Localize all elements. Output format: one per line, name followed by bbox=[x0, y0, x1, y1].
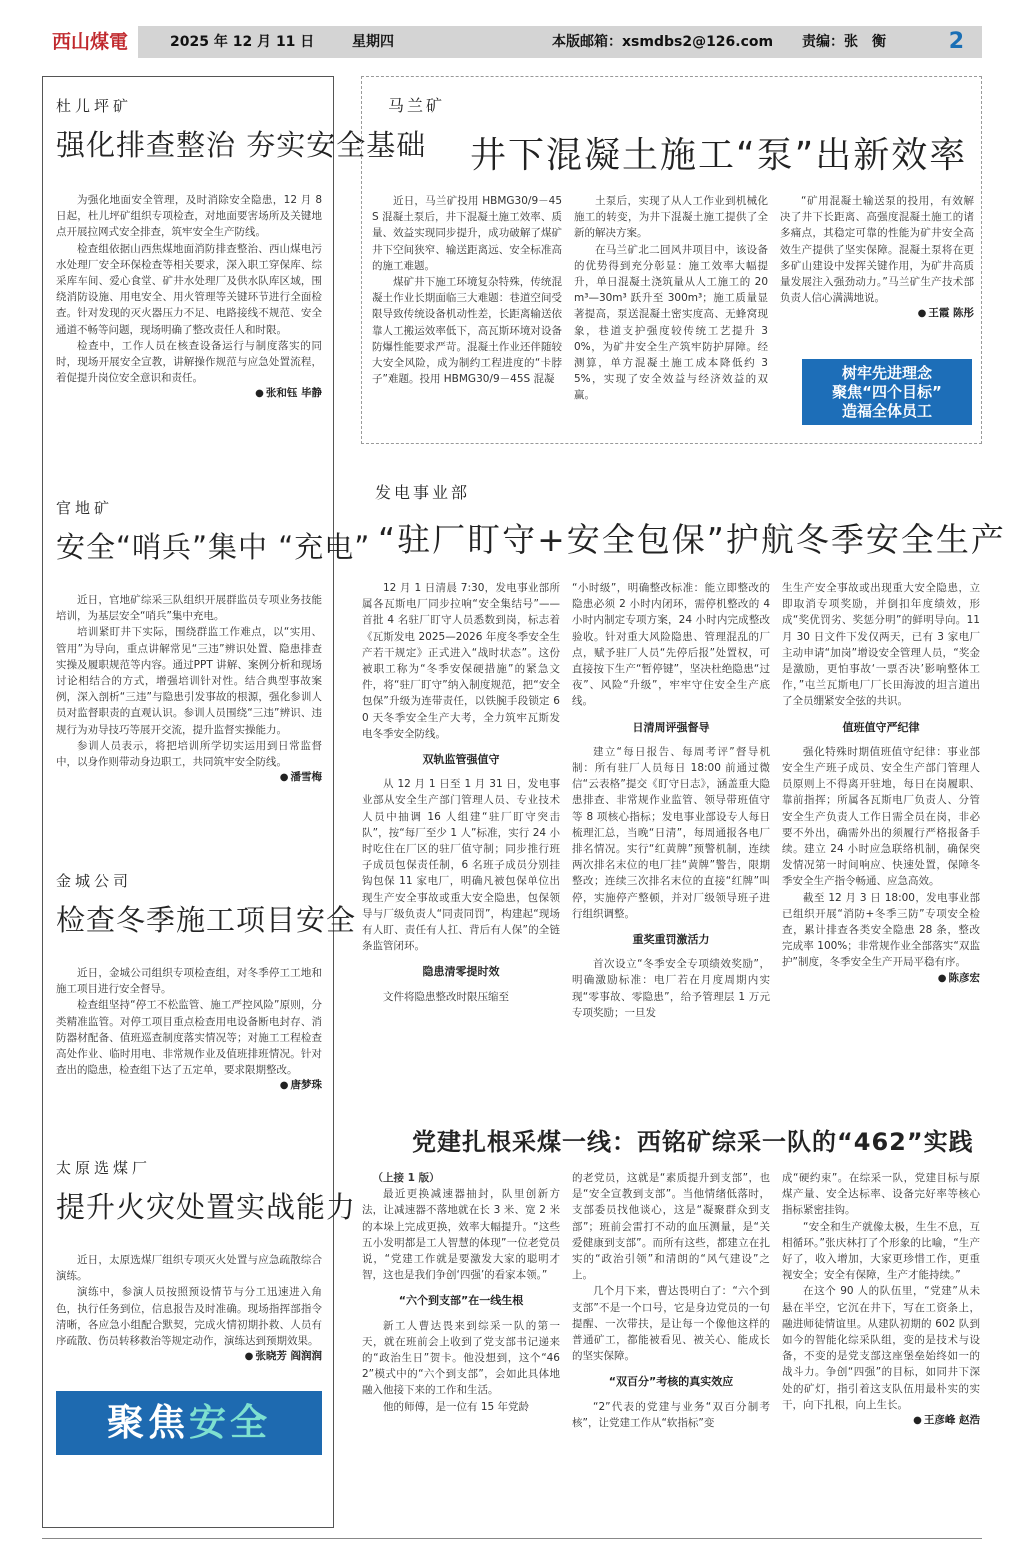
article-byline: ● 王彦峰 赵浩 bbox=[913, 1414, 980, 1427]
article-paragraph: 检查中，工作人员在核查设备运行与制度落实的同时，现场开展安全宣教，讲解操作规范与应急处置流程，着促提升岗位安全意识和责任。 bbox=[56, 339, 322, 385]
article-unit: 发电事业部 bbox=[375, 483, 471, 502]
article-paragraph: 近日，官地矿综采三队组织开展群监员专项业务技能培训，为基层安全“哨兵”集中充电。 bbox=[56, 594, 322, 623]
article-paragraph: 演练中，参演人员按照预设情节与分工迅速进入角色，执行任务到位，信息报告及时准确。现场指挥部指令清晰，各应急小组配合默契，完成火情初期扑救、人员有序疏散、伤员转移救治等规定动作，演练达到预期效果。 bbox=[56, 1286, 322, 1348]
article-paragraph: 参训人员表示，将把培训所学切实运用到日常监督中，以身作则带动身边职工，共同筑牢安全防线。 bbox=[56, 739, 322, 769]
article-unit: 官地矿 bbox=[56, 499, 114, 517]
article-taiyuan bbox=[43, 1157, 357, 1364]
article-title: “驻厂盯守+安全包保”护航冬季安全生产 bbox=[378, 520, 1006, 559]
article-column: “小时级”，明确整改标准：能立即整改的隐患必须 2 小时内闭环，需停机整改的 4 小时内制定专项方案，24 小时内完成整改验收。针对重大风险隐患、管理混乱的厂点，赋予驻厂人员“先停后报”处置权，可直接按下生产“暂停键”，坚决杜绝隐患“过夜”、风险“升级”，牢牢守住安全生产底线。 日清周评强督导 建立“每日报告、每周考评”督导机制：所有驻厂人员每日 18:00 前通过微信“云表格”提交《盯守日志》，涵盖重大隐患排查、非常规作业监管、领导带班值守等 8 项核心指标；发电事业部设专人每日梳理汇总，当晚“日清”，每周通报各电厂排名情况。实行“红黄牌”预警机制，连续两次排名末位的电厂挂“黄牌”警告，限期整改；连续三次排名末位的直接“红牌”叫停，实施停产整顿，并对厂级领导班子进行组织调整。 重奖重罚激活力 首次设立“冬季安全专项绩效奖励”，明确激励标准：电厂若在月度周期内实现“零事故、零隐患”，给予管理层 1 万元专项奖励；一旦发 bbox=[572, 582, 770, 1019]
newspaper-logo: 西山煤電 bbox=[42, 26, 138, 58]
article-byline: ● 陈彦宏 bbox=[937, 971, 980, 984]
article-paragraph: 培训紧盯井下实际，围绕群监工作难点，以“实用、管用”为导向，重点讲解常见“三违”辨识处置、隐患排查实操及履职规范等内容。通过PPT 讲解、案例分析和现场讨论相结合的方式，增强培训针对性。结合典型事故案例，深入剖析“三违”与隐患引发事故的根源，强化参训人员对监督职责的直观认识。参训人员围绕“三违”辨识、违规行为劝导技巧等展开交流，提升监督实操能力。 bbox=[56, 626, 322, 736]
article-column: 近日，马兰矿投用 HBMG30/9－45S 混凝土泵后，井下混凝土施工效率、质量、效益实现同步提升，成功破解了煤矿井下空间狭窄、输送距离远、安全标准高的施工难题。 煤矿井下施工环境复杂特殊，传统混凝土作业长期面临三大难题：巷道空间受限导致传统设备机动性差，长距离输送依靠人工搬运效率低下，高瓦斯环境对设备防爆性能要求严苛。混凝土作业还伴随较大安全风险，成为制约工程进度的“卡脖子”难题。投用 HBMG30/9－45S 混凝 bbox=[372, 195, 562, 386]
article-paragraph: 检查组坚持“停工不松监管、施工严控风险”原则，分类精准监管。对停工项目重点检查用电设备断电封存、消防器材配备、值班巡查制度落实情况等；对施工工程检查高处作业、临时用电、非常规作业及值班排班情况。针对查出的隐患，检查组下达了五定单，要求限期整改。 bbox=[56, 999, 322, 1077]
article-title: 井下混凝土施工“泵”出新效率 bbox=[470, 135, 968, 176]
article-byline: ● 潘雪梅 bbox=[279, 771, 322, 784]
issue-date: 2025 年 12 月 11 日 bbox=[170, 34, 315, 50]
page-email: 本版邮箱：xsmdbs2@126.com bbox=[552, 34, 774, 50]
article-title: 提升火灾处置实战能力 bbox=[56, 1190, 357, 1224]
article-unit: 杜儿坪矿 bbox=[56, 97, 133, 115]
article-title: 检查冬季施工项目安全 bbox=[56, 903, 357, 937]
article-column: “矿用混凝土输送泵的投用，有效解决了井下长距离、高强度混凝土施工的诸多痛点，其稳定可靠的性能为矿井安全高效生产提供了坚实保障。混凝土泵将在更多矿山建设中发挥关键作用，为矿井高质量发展注入强劲动力。”马兰矿生产技术部负责人信心满满地说。 ● 王霞 陈彤 bbox=[780, 195, 974, 320]
article-title: 强化排查整治 夯实安全基础 bbox=[56, 128, 427, 162]
article-byline: ● 王霞 陈彤 bbox=[917, 307, 974, 320]
article-column: 的老党员，这就是“素质提升到支部”，也是“安全宣教到支部”。当他情绪低落时，支部委员找他谈心，这是“凝聚群众到支部”；班前会雷打不动的血压测量，是“关爱健康到支部”。而所有这些，都建立在扎实的“政治引领”和清朗的“风气建设”之上。 几个月下来，曹达畏明白了：“六个到支部”不是一个口号，它是身边党员的一句提醒、一次带扶，是让每一个像他这样的普通矿工，都能被看见、被关心、能成长的坚实保障。 “双百分”考核的真实效应 “2”代表的党建与业务“双百分制考核”，让党建工作从“软指标”变 bbox=[572, 1172, 770, 1429]
page-number: 2 bbox=[948, 29, 964, 54]
masthead bbox=[42, 26, 982, 58]
page-editor: 责编：张 衡 bbox=[802, 34, 886, 50]
article-paragraph: 检查组依据山西焦煤地面消防排查整治、西山煤电污水处理厂安全环保检查等相关要求，深入职工穿保库、综采库车间、爱心食堂、矿井水处理厂及供水队库区域，围绕消防设施、用电安全、用火管理等关键环节进行全面检查。针对发现的灭火器压力不足、电路接线不规范、安全通道不畅等问题，现场明确了整改责任人和时限。 bbox=[56, 242, 322, 336]
article-paragraph: 近日，太原选煤厂组织专项灭火处置与应急疏散综合演练。 bbox=[56, 1254, 322, 1283]
slogan-badge: 树牢先进理念 聚焦“四个目标” 造福全体员工 bbox=[802, 359, 972, 425]
article-unit: 太原选煤厂 bbox=[56, 1159, 152, 1177]
bottom-rule bbox=[42, 1538, 982, 1539]
article-byline: ● 张晓芳 阎润润 bbox=[244, 1350, 322, 1363]
article-guandi bbox=[43, 497, 371, 785]
article-byline: ● 张和钰 毕静 bbox=[255, 387, 322, 400]
article-column: 土泵后，实现了从人工作业到机械化施工的转变，为井下混凝土施工提供了全新的解决方案。 在马兰矿北二回风井项目中，该设备的优势得到充分彰显：施工效率大幅提升，单日混凝土浇筑量从人工施工的 20m³—30m³ 跃升至 300m³；施工质量显著提高，泵送混凝土密实度高、无蜂窝现象，巷道支护强度较传统工艺提升 30%，为矿井安全生产筑牢防护屏障。经测算，单方混凝土施工成本降低约 35%，实现了安全效益与经济效益的双赢。 bbox=[574, 195, 768, 402]
article-column: （上接 1 版） 最近更换减速器抽封，队里创新方法，让减速器不落地就在长 3 米、宽 2 米的本垛上完成更换，效率大幅提升。“这些五小发明都是工人智慧的体现”一位老党员说，“党建工作就是要激发大家的聪明才智，这也是我们争创‘四强’的看家本领。” “六个到支部”在一线生根 新工人曹达畏来到综采一队的第一天，就在班前会上收到了党支部书记递来的“政治生日”贺卡。他没想到，这个“462”模式中的“六个到支部”，会如此具体地融入他接下来的工作和生活。 他的师傅，是一位有 15 年党龄 bbox=[362, 1172, 560, 1413]
article-byline: ● 唐梦珠 bbox=[279, 1079, 322, 1092]
article-paragraph: 近日，金城公司组织专项检查组，对冬季停工工地和施工项目进行安全督导。 bbox=[56, 967, 322, 996]
article-title: 党建扎根采煤一线：西铭矿综采一队的“462”实践 bbox=[412, 1128, 974, 1156]
article-unit: 金城公司 bbox=[56, 872, 133, 890]
article-title: 安全“哨兵”集中 “充电” bbox=[56, 530, 371, 564]
article-jincheng bbox=[43, 870, 357, 1093]
article-column: 12 月 1 日清晨 7:30，发电事业部所属各瓦斯电厂同步拉响“安全集结号”——首批 4 名驻厂盯守人员悉数到岗，标志着《瓦斯发电 2025—2026 年度冬季安全生产若干规定》正式进入“战时状态”。这份被职工称为“冬季安保硬措施”的紧急文件，将“驻厂盯守”纳入制度规范，把“安全包保”升级为连带责任，以铁腕手段锁定 60 天冬季安全生产大考，全力筑牢瓦斯发电冬季安全防线。 双轨监管强值守 从 12 月 1 日至 1 月 31 日，发电事业部从安全生产部门管理人员、专业技术人员中抽调 16 人组建“驻厂盯守突击队”，按“每厂至少 1 人”标准，实行 24 小时吃住在厂区的驻厂值守制；同步推行班子成员包保责任制，6 名班子成员分别挂钩包保 11 家电厂，明确凡被包保单位出现生产安全事故或重大安全隐患，包保领导与厂级负责人“同责同罚”，构建起“现场有人盯、责任有人扛、背后有人保”的全链条监管闭环。 隐患清零提时效 文件将隐患整改时限压缩至 bbox=[362, 582, 560, 1003]
article-unit: 马兰矿 bbox=[388, 96, 446, 115]
focus-safety-banner: 聚焦安全 bbox=[56, 1391, 322, 1455]
article-column: 生生产安全事故或出现重大安全隐患，立即取消专项奖励，并倒扣年度绩效，形成“奖优罚劣、奖惩分明”的鲜明导向。11 月 30 日文件下发仅两天，已有 3 家电厂主动申请“加岗”增设安全管理人员，“奖金是激励，更怕事故‘一票否决’影响整体工作，”屯兰瓦斯电厂厂长田海波的坦言道出了全员绷紧安全弦的共识。 值班值守严纪律 强化特殊时期值班值守纪律：事业部安全生产班子成员、安全生产部门管理人员原则上不得离开驻地，每日在岗履职、靠前指挥；所属各瓦斯电厂负责人、分管安全生产负责人工作日需全员在岗，非必要不外出，确需外出的须履行严格报备手续。建立 24 小时应急联络机制，确保突发情况第一时间响应、快速处置，保障冬季安全生产指令畅通、应急高效。 截至 12 月 3 日 18:00，发电事业部已组织开展“消防+冬季三防”专项安全检查，累计排查各类安全隐患 28 条，整改完成率 100%；非常规作业全部落实“双监护”制度，冬季安全生产开局平稳有序。 ● 陈彦宏 bbox=[782, 582, 980, 984]
weekday: 星期四 bbox=[352, 34, 394, 50]
article-paragraph: 为强化地面安全管理，及时消除安全隐患，12 月 8 日起，杜儿坪矿组织专项检查，对地面要害场所及关键地点开展拉网式安全排查，筑牢安全生产防线。 bbox=[56, 194, 322, 239]
article-column: 成“硬约束”。在综采一队，党建目标与原煤产量、安全达标率、设备完好率等核心指标紧密挂钩。 “安全和生产就像太极，生生不息，互相循环。”张庆林打了个形象的比喻，“生产好了，收入增加，大家更珍惜工作，更重视安全；安全有保障，生产才能持续。” 在这个 90 人的队伍里，“党建”从未悬在半空，它沉在井下，写在工资条上，融进师徒情谊里。从建队初期的 602 队到如今的智能化综采队组，变的是技术与设备，不变的是党支部这座堡垒始终如一的战斗力。争创“四强”的目标，如同井下深处的矿灯，指引着这支队伍用最朴实的实干，向下扎根，向上生长。 ● 王彦峰 赵浩 bbox=[782, 1172, 980, 1427]
